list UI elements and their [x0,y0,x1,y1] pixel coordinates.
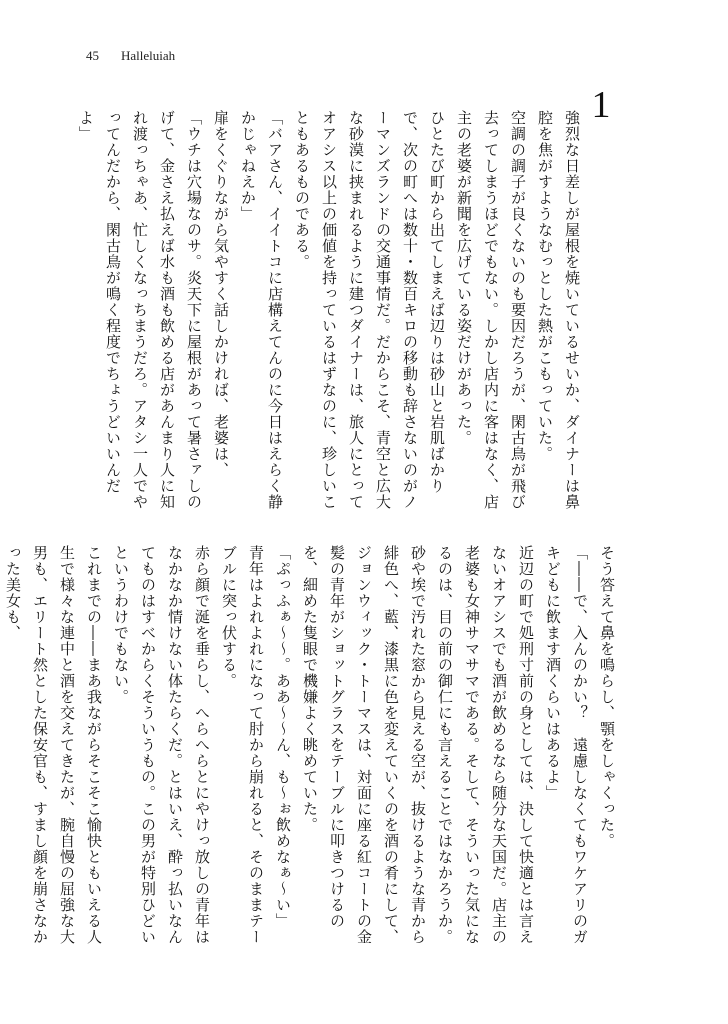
paragraph: これまでの――まあ我ながらそこそこ愉快ともいえる人生で様々な連中と酒を交えてきたが、腕自慢の屈強な大男も、エリート然とした保安官も、すまし顔を崩さなかった美女も、 [4,545,103,945]
paragraph: 強烈な日差しが屋根を焼いているせいか、ダイナーは鼻腔を焦がすようなむっとした熱がこもっていた。 [536,110,581,510]
running-header [86,44,175,68]
paragraph: 近辺の町で処刑寸前の身としては、決して快適とは言えないオアシスでも酒が飲めるなら随分な天国だ。店主の老婆も女神サマサマである。そして、そういった気になるのは、目の前の御仁にも言えることではなかろうか。 [436,545,535,945]
paragraph: 砂や埃で汚れた窓から見える空が、抜けるような青から緋色へ、藍、漆黒に色を変えていくのを酒の肴にして、ジョンウィック・トーマスは、対面に座る紅コートの金髪の青年がショットグラスをテーブルに叩きつけるのを、細めた隻眼で機嫌よく眺めていた。 [301,545,427,945]
paragraph: そう答えて鼻を鳴らし、顎をしゃくった。 [598,545,616,849]
paragraph: 空調の調子が良くないのも要因だろうが、閑古鳥が飛び去ってしまうほどでもない。しかし店内に客はなく、店主の老婆が新聞を広げている姿だけがあった。 [455,110,527,510]
paragraph: 「ぷっふぁ～～。ああ～～ん、も～ぉ飲めなぁ～い」 [274,545,292,929]
paragraph: 青年はよれよれになって肘から崩れると、そのままテーブルに突っ伏する。 [220,545,265,945]
chapter-number: 1 [591,84,611,126]
paragraph: ひとたび町から出てしまえば辺りは砂山と岩肌ばかりで、次の町へは数十・数百キロの移動も辞さないのがノーマンズランドの交通事情だ。だからこそ、青空と広大な砂漠に挟まれるように建つダイナーは、旅人にとってオアシス以上の価値を持っているはずなのに、珍しいこともあるものである。 [293,110,446,510]
paragraph: 赤ら顔で涎を垂らし、へらへらとにやけっ放しの青年はなかなか情けない体たらくだ。とはいえ、酔っ払いなんてものはすべからくそういうもの。この男が特別ひどいというわけでもない。 [112,545,211,945]
book-title: Halleluiah [121,48,176,63]
paragraph: 「――で、入んのかい？ 遠慮しなくてもワケアリのガキどもに飲ます酒くらいはあるよ」 [544,545,589,945]
page-number: 45 [86,48,99,63]
upper-text-block [77,110,585,510]
lower-text-block [4,545,620,955]
paragraph: 「ウチは穴場なのサ。炎天下に屋根があって暑さァしのげて、金さえ払えば水も酒も飲める店があんまり人に知れ渡っちゃあ、忙しくなっちまうだろ。アタシ一人でやってんだから、閑古鳥が鳴く程度でちょうどいいんだよ」 [77,110,203,510]
paragraph: 扉をくぐりながら気やすく話しかければ、老婆は、 [212,110,230,478]
paragraph: 「バアさん、イイトコに店構えてんのに今日はえらく静かじゃねえか」 [239,110,284,510]
